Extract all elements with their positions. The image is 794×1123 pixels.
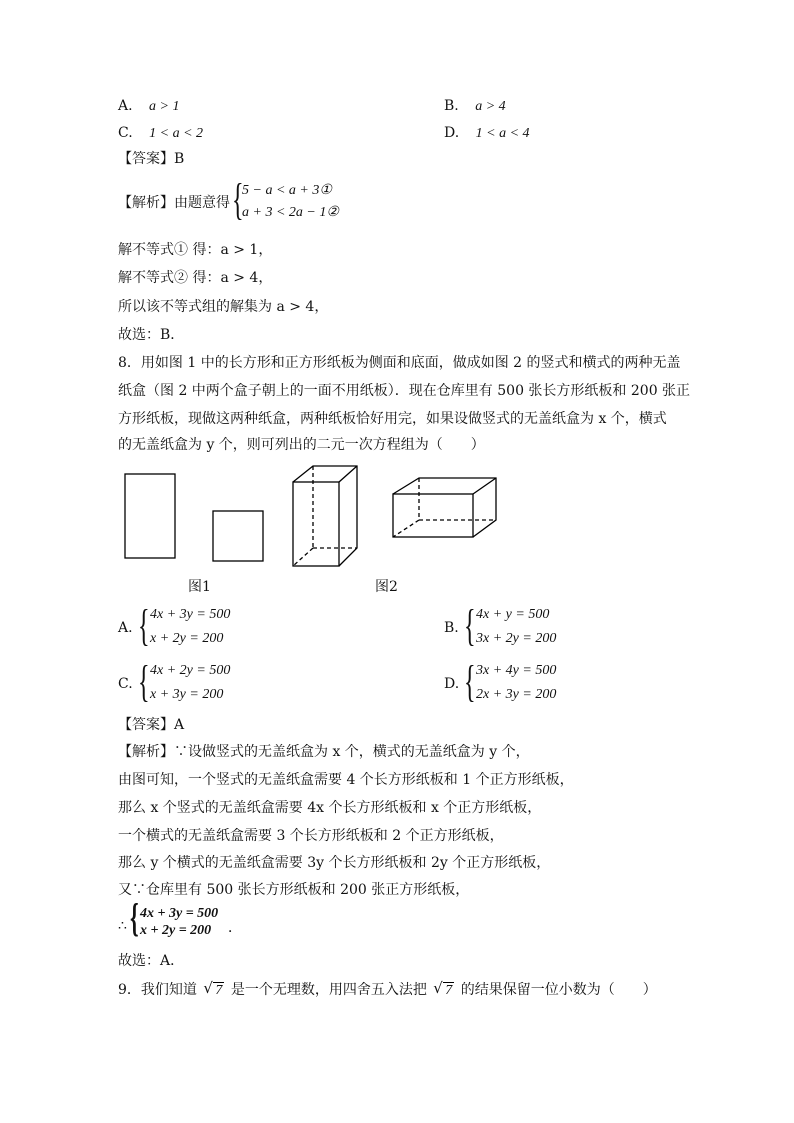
q8-option-c-label: C. [118,676,133,692]
fig1-square [213,511,263,561]
q8-stem-line4: 的无盖纸盒为 y 个，则可列出的二元一次方程组为（ ） [118,437,485,453]
q8-analysis-3: 那么 x 个竖式的无盖纸盒需要 4x 个长方形纸板和 x 个正方形纸板， [118,800,542,816]
q7-option-b-text: a > 4 [475,99,506,114]
q8-figures [118,462,518,592]
q8-stem-line2: 纸盒（图 2 中两个盒子朝上的一面不用纸板）．现在仓库里有 500 张长方形纸板和 200 张正 [118,383,691,399]
q7-option-b [444,96,506,117]
q8-analysis-5: 那么 y 个横式的无盖纸盒需要 3y 个长方形纸板和 2y 个正方形纸板， [118,855,551,871]
q8-option-b-brace: { [464,601,476,650]
q8-option-c-eq2: x + 3y = 200 [150,687,224,702]
q8-answer: 【答案】A [118,717,185,733]
q7-step2: 解不等式② 得：a > 4， [118,270,273,286]
q9-radicand-2: 7 [445,983,453,998]
q7-option-c-text: 1 < a < 2 [149,126,204,141]
q7-option-d-text: 1 < a < 4 [475,126,530,141]
q8-option-a-brace: { [138,601,150,650]
q8-option-d-brace: { [464,657,476,706]
q8-analysis-2: 由图可知，一个竖式的无盖纸盒需要 4 个长方形纸板和 1 个正方形纸板， [118,772,574,788]
q7-option-b-label: B. [444,98,459,114]
q9-radicand-1: 7 [215,983,223,998]
q7-analysis-lead: 【解析】由题意得 [118,195,230,211]
q7-option-d-label: D. [444,125,460,141]
sqrt-icon: √ [203,979,213,997]
q7-step3: 所以该不等式组的解集为 a > 4， [118,299,329,315]
q8-solution-eq1: 4x + 3y = 500 [140,906,219,921]
q9-stem-a: 9．我们知道 [118,982,197,998]
q7-option-c [118,123,203,144]
q7-system-eq1: 5 − a < a + 3① [242,183,332,198]
q8-analysis-6: 又∵仓库里有 500 张长方形纸板和 200 张正方形纸板， [118,882,470,898]
fig1-rectangle [125,474,175,558]
fig2-vertical-box [293,466,357,566]
fig1-caption: 图1 [188,579,211,595]
q9-stem-c: 的结果保留一位小数为（ ） [460,982,657,998]
q7-choose: 故选：B． [118,327,185,343]
q8-option-a-eq2: x + 2y = 200 [150,631,224,646]
q8-solution-brace: { [130,895,139,940]
q8-option-a-label: A. [118,620,133,636]
q9-sqrt-1 [203,980,224,1001]
q8-stem-line3: 方形纸板，现做这两种纸盒，两种纸板恰好用完，如果设做竖式的无盖纸盒为 x 个，横式 [118,411,667,427]
q7-option-c-label: C. [118,125,133,141]
q8-option-b-eq2: 3x + 2y = 200 [476,631,557,646]
q7-answer: 【答案】B [118,151,185,167]
q8-option-b-label: B. [444,620,459,636]
sqrt-icon: √ [433,979,443,997]
q8-solution-end: ． [228,920,242,936]
q9-stem [118,980,657,1001]
q7-option-d [444,123,530,144]
fig2-horizontal-box [393,478,496,537]
q7-option-a-text: a > 1 [149,99,180,114]
q8-option-c-eq1: 4x + 2y = 500 [150,663,231,678]
q8-option-d-eq2: 2x + 3y = 200 [476,687,557,702]
q8-solution-eq2: x + 2y = 200 [140,923,212,938]
q8-analysis-4: 一个横式的无盖纸盒需要 3 个长方形纸板和 2 个正方形纸板， [118,828,504,844]
q9-sqrt-2 [433,980,454,1001]
q7-option-a [118,96,179,117]
fig2-caption: 图2 [375,579,398,595]
q8-therefore: ∴ [118,918,127,934]
q8-analysis-1: 【解析】∵设做竖式的无盖纸盒为 x 个，横式的无盖纸盒为 y 个， [118,744,530,760]
q8-option-d-eq1: 3x + 4y = 500 [476,663,557,678]
q7-system-brace: { [232,175,244,224]
q7-option-a-label: A. [118,98,133,114]
q8-option-c-brace: { [138,657,150,706]
q7-step1: 解不等式① 得：a > 1， [118,242,273,258]
q8-option-b-eq1: 4x + y = 500 [476,607,550,622]
q8-option-a-eq1: 4x + 3y = 500 [150,607,231,622]
q9-stem-b: 是一个无理数，用四舍五入法把 [230,982,427,998]
q7-system-eq2: a + 3 < 2a − 1② [242,205,339,220]
q8-option-d-label: D. [444,676,460,692]
q8-choose: 故选：A． [118,953,185,969]
q8-stem-line1: 8．用如图 1 中的长方形和正方形纸板为侧面和底面，做成如图 2 的竖式和横式的两种无盖 [118,355,681,371]
